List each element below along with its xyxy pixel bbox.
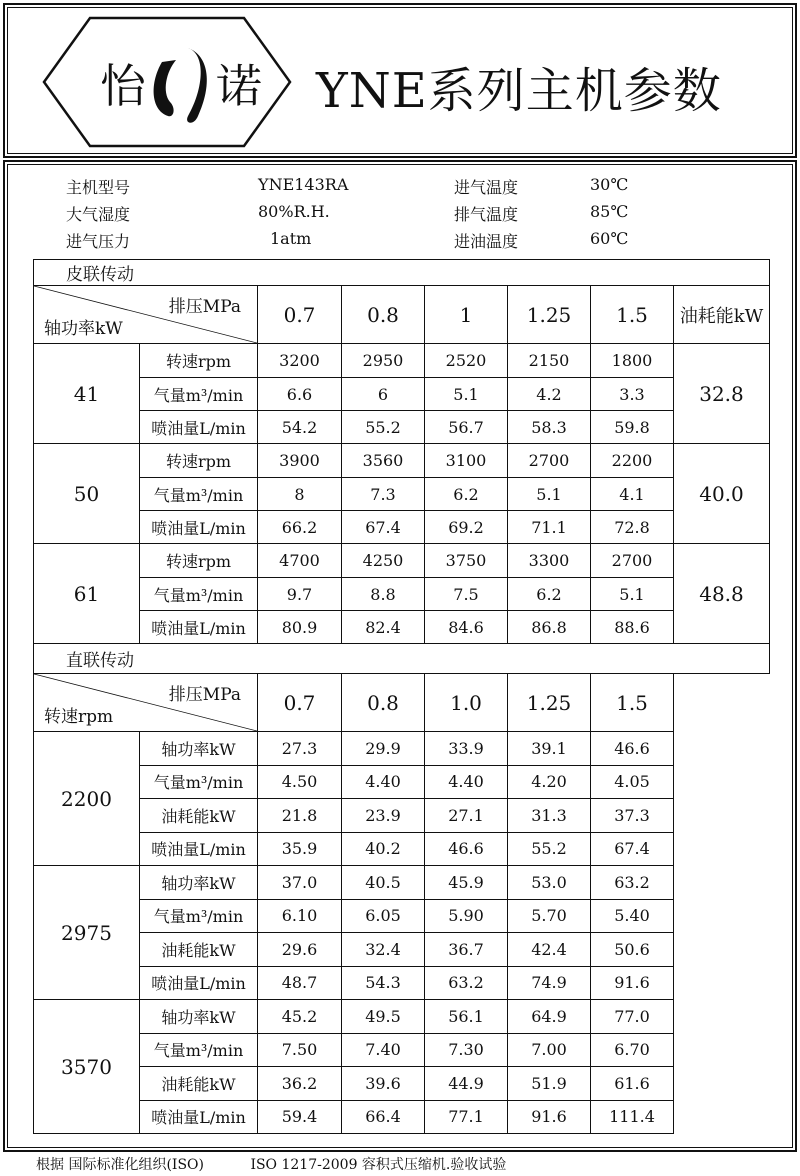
direct-data-row [34, 899, 770, 933]
value-cell: 6.2 [508, 578, 591, 611]
value-cell: 37.0 [258, 866, 342, 900]
direct-data-row [34, 1100, 770, 1134]
empty-cell [674, 1100, 770, 1134]
belt-data-row [34, 444, 770, 478]
value-cell: 5.90 [425, 899, 508, 933]
empty-cell [674, 732, 770, 766]
param-value: 1atm [270, 229, 312, 248]
value-cell: 2200 [591, 444, 674, 478]
param-value: 85℃ [590, 202, 629, 221]
empty-cell [674, 933, 770, 967]
value-cell: 6.70 [591, 1033, 674, 1067]
value-cell: 31.3 [508, 799, 591, 833]
empty-cell [674, 674, 770, 732]
value-cell: 54.2 [258, 411, 342, 444]
value-cell: 40.5 [342, 866, 425, 900]
value-cell: 7.5 [425, 578, 508, 611]
value-cell: 2700 [508, 444, 591, 478]
pressure-header: 0.8 [342, 674, 425, 732]
value-cell: 4.40 [342, 765, 425, 799]
row-label: 油耗能kW [140, 1067, 258, 1101]
value-cell: 27.1 [425, 799, 508, 833]
value-cell: 8 [258, 478, 342, 511]
value-cell: 88.6 [591, 611, 674, 644]
value-cell: 6.6 [258, 378, 342, 411]
value-cell: 4250 [342, 544, 425, 578]
row-label: 喷油量L/min [140, 966, 258, 1000]
value-cell: 67.4 [342, 511, 425, 544]
company-logo [38, 12, 296, 152]
param-value: 60℃ [590, 229, 629, 248]
row-label: 喷油量L/min [140, 511, 258, 544]
direct-data-row [34, 799, 770, 833]
logo-diamond [38, 12, 296, 152]
value-cell: 55.2 [342, 411, 425, 444]
logo-char-right: 诺 [216, 59, 262, 113]
value-cell: 91.6 [591, 966, 674, 1000]
speed-cell: 2200 [34, 732, 140, 866]
value-cell: 51.9 [508, 1067, 591, 1101]
value-cell: 77.0 [591, 1000, 674, 1034]
pressure-header: 1.0 [425, 674, 508, 732]
value-cell: 6.10 [258, 899, 342, 933]
belt-data-row [34, 511, 770, 544]
value-cell: 5.70 [508, 899, 591, 933]
direct-data-row [34, 1067, 770, 1101]
belt-table-body [34, 260, 770, 644]
param-label: 进油温度 [454, 232, 519, 251]
belt-data-row [34, 478, 770, 511]
shaft-power-cell: 50 [34, 444, 140, 544]
pressure-header: 1 [425, 286, 508, 344]
empty-cell [674, 1000, 770, 1034]
empty-cell [674, 832, 770, 866]
row-label: 气量m³/min [140, 899, 258, 933]
value-cell: 2520 [425, 344, 508, 378]
value-cell: 2150 [508, 344, 591, 378]
row-label: 转速rpm [140, 344, 258, 378]
empty-cell [674, 899, 770, 933]
row-label: 转速rpm [140, 444, 258, 478]
value-cell: 3100 [425, 444, 508, 478]
value-cell: 111.4 [591, 1100, 674, 1134]
value-cell: 64.9 [508, 1000, 591, 1034]
row-label: 气量m³/min [140, 1033, 258, 1067]
value-cell: 32.4 [342, 933, 425, 967]
belt-data-row [34, 611, 770, 644]
value-cell: 4.50 [258, 765, 342, 799]
value-cell: 7.3 [342, 478, 425, 511]
oil-power-cell: 32.8 [674, 344, 770, 444]
value-cell: 67.4 [591, 832, 674, 866]
direct-data-row [34, 832, 770, 866]
value-cell: 7.40 [342, 1033, 425, 1067]
pressure-header: 0.8 [342, 286, 425, 344]
value-cell: 86.8 [508, 611, 591, 644]
value-cell: 5.40 [591, 899, 674, 933]
value-cell: 46.6 [591, 732, 674, 766]
shaft-power-cell: 41 [34, 344, 140, 444]
value-cell: 42.4 [508, 933, 591, 967]
empty-cell [674, 1067, 770, 1101]
value-cell: 45.2 [258, 1000, 342, 1034]
belt-data-row [34, 378, 770, 411]
logo-char-left: 怡 [100, 59, 146, 113]
param-label: 排气温度 [454, 205, 519, 224]
value-cell: 7.00 [508, 1033, 591, 1067]
value-cell: 56.1 [425, 1000, 508, 1034]
pressure-header: 0.7 [258, 674, 342, 732]
belt-data-row [34, 344, 770, 378]
value-cell: 39.6 [342, 1067, 425, 1101]
value-cell: 6.2 [425, 478, 508, 511]
pressure-header: 1.5 [591, 674, 674, 732]
value-cell: 66.2 [258, 511, 342, 544]
row-label: 轴功率kW [140, 732, 258, 766]
shaft-power-cell: 61 [34, 544, 140, 644]
belt-data-row [34, 544, 770, 578]
value-cell: 29.6 [258, 933, 342, 967]
value-cell: 4.1 [591, 478, 674, 511]
param-label: 主机型号 [66, 178, 131, 197]
value-cell: 84.6 [425, 611, 508, 644]
value-cell: 91.6 [508, 1100, 591, 1134]
param-label: 大气湿度 [66, 205, 131, 224]
param-value: 30℃ [590, 175, 629, 194]
value-cell: 40.2 [342, 832, 425, 866]
value-cell: 29.9 [342, 732, 425, 766]
param-value: 80%R.H. [258, 202, 330, 221]
empty-cell [674, 765, 770, 799]
row-label: 油耗能kW [140, 933, 258, 967]
direct-corner-cell [34, 674, 258, 732]
value-cell: 82.4 [342, 611, 425, 644]
belt-section-title: 皮联传动 [34, 260, 770, 286]
speed-cell: 3570 [34, 1000, 140, 1134]
direct-data-row [34, 966, 770, 1000]
value-cell: 21.8 [258, 799, 342, 833]
empty-cell [674, 866, 770, 900]
value-cell: 39.1 [508, 732, 591, 766]
empty-cell [674, 799, 770, 833]
value-cell: 58.3 [508, 411, 591, 444]
direct-data-row [34, 933, 770, 967]
row-label: 喷油量L/min [140, 832, 258, 866]
value-cell: 8.8 [342, 578, 425, 611]
value-cell: 6.05 [342, 899, 425, 933]
footer-standard: 根据 国际标准化组织(ISO) [36, 1157, 204, 1173]
direct-data-row [34, 1033, 770, 1067]
value-cell: 63.2 [425, 966, 508, 1000]
value-cell: 44.9 [425, 1067, 508, 1101]
value-cell: 66.4 [342, 1100, 425, 1134]
value-cell: 5.1 [591, 578, 674, 611]
value-cell: 48.7 [258, 966, 342, 1000]
value-cell: 63.2 [591, 866, 674, 900]
value-cell: 46.6 [425, 832, 508, 866]
logo-mark-icon [154, 48, 207, 123]
param-label: 进气压力 [66, 232, 131, 251]
value-cell: 23.9 [342, 799, 425, 833]
value-cell: 3900 [258, 444, 342, 478]
direct-data-row [34, 866, 770, 900]
value-cell: 71.1 [508, 511, 591, 544]
speed-cell: 2975 [34, 866, 140, 1000]
row-label: 喷油量L/min [140, 411, 258, 444]
value-cell: 80.9 [258, 611, 342, 644]
corner-top-label: 排压MPa [168, 297, 241, 317]
value-cell: 37.3 [591, 799, 674, 833]
footer-note [36, 1154, 506, 1174]
direct-drive-table [33, 643, 770, 1134]
oil-power-cell: 48.8 [674, 544, 770, 644]
row-label: 轴功率kW [140, 866, 258, 900]
value-cell: 45.9 [425, 866, 508, 900]
value-cell: 27.3 [258, 732, 342, 766]
direct-section-title: 直联传动 [34, 644, 770, 674]
row-label: 油耗能kW [140, 799, 258, 833]
pressure-header: 1.25 [508, 674, 591, 732]
row-label: 气量m³/min [140, 478, 258, 511]
value-cell: 3.3 [591, 378, 674, 411]
direct-header-row [34, 674, 770, 732]
direct-data-row [34, 732, 770, 766]
value-cell: 36.7 [425, 933, 508, 967]
belt-drive-table [33, 259, 770, 644]
document-title: YNE系列主机参数 [316, 63, 722, 119]
belt-corner-cell [34, 286, 258, 344]
value-cell: 69.2 [425, 511, 508, 544]
value-cell: 35.9 [258, 832, 342, 866]
direct-data-row [34, 1000, 770, 1034]
value-cell: 56.7 [425, 411, 508, 444]
value-cell: 74.9 [508, 966, 591, 1000]
value-cell: 49.5 [342, 1000, 425, 1034]
value-cell: 4.05 [591, 765, 674, 799]
row-label: 转速rpm [140, 544, 258, 578]
value-cell: 3750 [425, 544, 508, 578]
belt-data-row [34, 411, 770, 444]
pressure-header: 0.7 [258, 286, 342, 344]
row-label: 气量m³/min [140, 765, 258, 799]
param-label: 进气温度 [454, 178, 519, 197]
value-cell: 3200 [258, 344, 342, 378]
value-cell: 59.4 [258, 1100, 342, 1134]
value-cell: 4.2 [508, 378, 591, 411]
value-cell: 1800 [591, 344, 674, 378]
value-cell: 9.7 [258, 578, 342, 611]
value-cell: 7.30 [425, 1033, 508, 1067]
param-value: YNE143RA [258, 175, 349, 194]
empty-cell [674, 966, 770, 1000]
row-label: 喷油量L/min [140, 1100, 258, 1134]
value-cell: 77.1 [425, 1100, 508, 1134]
value-cell: 6 [342, 378, 425, 411]
belt-header-row [34, 286, 770, 344]
empty-cell [674, 1033, 770, 1067]
belt-data-row [34, 578, 770, 611]
value-cell: 4.20 [508, 765, 591, 799]
oil-header: 油耗能kW [674, 286, 770, 344]
value-cell: 5.1 [425, 378, 508, 411]
value-cell: 55.2 [508, 832, 591, 866]
value-cell: 2950 [342, 344, 425, 378]
value-cell: 3300 [508, 544, 591, 578]
corner-top-label: 排压MPa [168, 685, 241, 705]
value-cell: 72.8 [591, 511, 674, 544]
pressure-header: 1.25 [508, 286, 591, 344]
value-cell: 59.8 [591, 411, 674, 444]
pressure-header: 1.5 [591, 286, 674, 344]
value-cell: 33.9 [425, 732, 508, 766]
row-label: 气量m³/min [140, 378, 258, 411]
value-cell: 54.3 [342, 966, 425, 1000]
direct-table-body [34, 644, 770, 1134]
direct-data-row [34, 765, 770, 799]
value-cell: 61.6 [591, 1067, 674, 1101]
value-cell: 50.6 [591, 933, 674, 967]
footer-iso-reference: ISO 1217-2009 容积式压缩机.验收试验 [250, 1157, 507, 1173]
corner-bottom-label: 轴功率kW [44, 319, 123, 339]
value-cell: 7.50 [258, 1033, 342, 1067]
row-label: 气量m³/min [140, 578, 258, 611]
value-cell: 2700 [591, 544, 674, 578]
row-label: 喷油量L/min [140, 611, 258, 644]
value-cell: 3560 [342, 444, 425, 478]
value-cell: 4700 [258, 544, 342, 578]
row-label: 轴功率kW [140, 1000, 258, 1034]
value-cell: 4.40 [425, 765, 508, 799]
oil-power-cell: 40.0 [674, 444, 770, 544]
value-cell: 53.0 [508, 866, 591, 900]
corner-bottom-label: 转速rpm [44, 707, 114, 727]
value-cell: 36.2 [258, 1067, 342, 1101]
value-cell: 5.1 [508, 478, 591, 511]
